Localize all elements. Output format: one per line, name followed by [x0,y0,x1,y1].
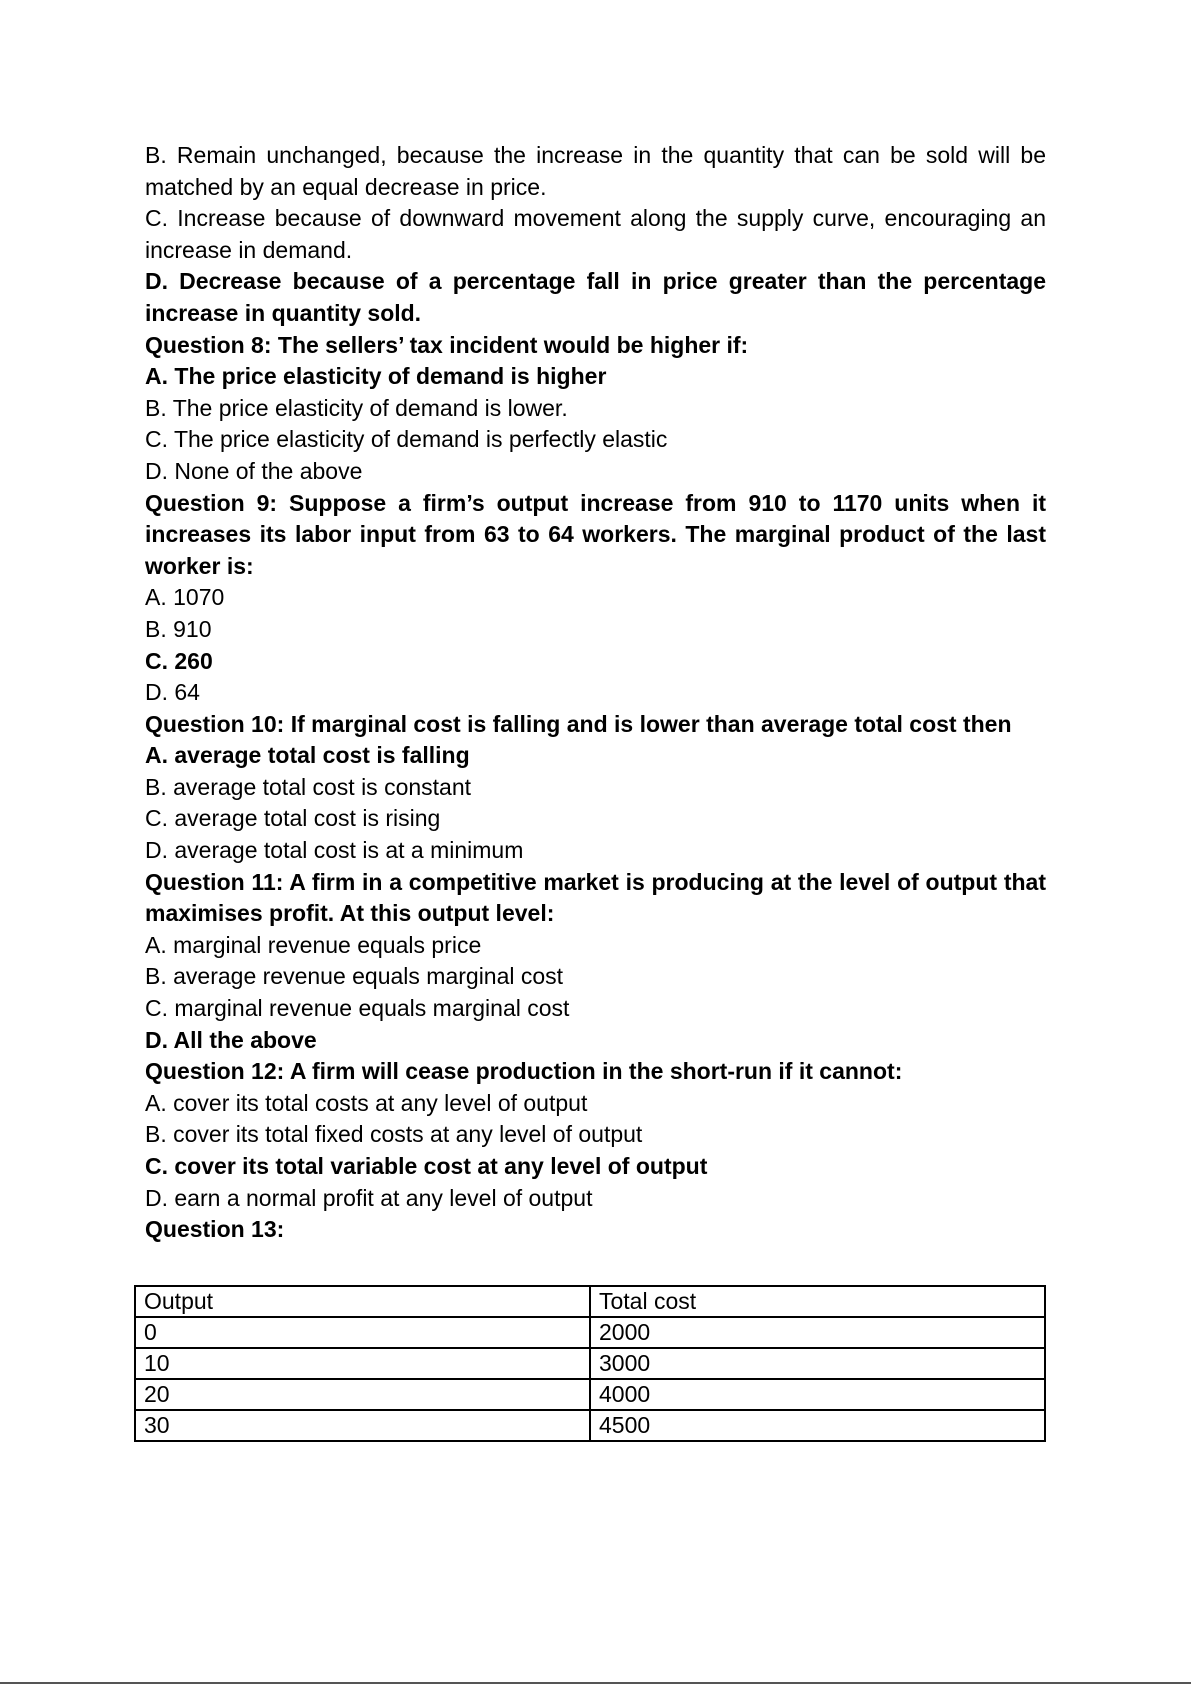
answer-option: A. marginal revenue equals price [145,931,482,958]
output-cell: 30 [135,1410,590,1441]
correct-answer-option: A. average total cost is falling [145,742,470,769]
question-title: Question 12: A firm will cease production in the short-run if it cannot: [145,1058,903,1085]
table-row [135,1410,1045,1441]
answer-option: B. average revenue equals marginal cost [145,963,564,990]
question-title: Question 13: [145,1216,285,1243]
question-title: Question 9: Suppose a firm’s output increase from 910 to 1170 units when it increases its labor input from 63 to 64 workers. The marginal product of the last worker is: [145,489,1046,579]
answer-option: C. The price elasticity of demand is perfectly elastic [145,426,668,453]
output-cell: 10 [135,1348,590,1379]
question-title: Question 10: If marginal cost is falling and is lower than average total cost then [145,710,1012,737]
output-cell: 20 [135,1379,590,1410]
page-bottom-rule [0,1682,1191,1684]
document-body [145,140,1046,1246]
total-cost-cell: 2000 [590,1317,1045,1348]
correct-answer-option: C. 260 [145,647,213,674]
question-title: Question 11: A firm in a competitive market is producing at the level of output that maximises profit. At this output level: [145,868,1046,927]
answer-option: D. earn a normal profit at any level of output [145,1184,593,1211]
answer-option: C. average total cost is rising [145,805,441,832]
total-cost-cell: 3000 [590,1348,1045,1379]
correct-answer-option: A. The price elasticity of demand is higher [145,363,607,390]
question-title: Question 8: The sellers’ tax incident would be higher if: [145,331,749,358]
answer-option: A. cover its total costs at any level of output [145,1089,588,1116]
correct-answer-option: D. Decrease because of a percentage fall in price greater than the percentage increase in quantity sold. [145,268,1046,326]
answer-option: C. Increase because of downward movement along the supply curve, encouraging an increase in demand. [145,205,1046,263]
answer-option: A. 1070 [145,584,225,611]
answer-option: B. average total cost is constant [145,773,472,800]
table-row [135,1317,1045,1348]
table-row [135,1379,1045,1410]
output-cell: 0 [135,1317,590,1348]
answer-option: C. marginal revenue equals marginal cost [145,995,570,1022]
answer-option: B. cover its total fixed costs at any level of output [145,1121,643,1148]
cost-table [134,1285,1046,1442]
header-output: Output [135,1286,590,1317]
total-cost-cell: 4500 [590,1410,1045,1441]
header-total-cost: Total cost [590,1286,1045,1317]
total-cost-cell: 4000 [590,1379,1045,1410]
answer-option: B. 910 [145,615,212,642]
answer-option: D. None of the above [145,457,363,484]
correct-answer-option: D. All the above [145,1026,317,1053]
correct-answer-option: C. cover its total variable cost at any level of output [145,1153,708,1179]
table-header-row [135,1286,1045,1317]
answer-option: B. The price elasticity of demand is lower. [145,394,568,421]
answer-option: D. average total cost is at a minimum [145,837,524,864]
answer-option: D. 64 [145,679,200,706]
answer-option: B. Remain unchanged, because the increase in the quantity that can be sold will be matched by an equal decrease in price. [145,142,1046,200]
table-row [135,1348,1045,1379]
